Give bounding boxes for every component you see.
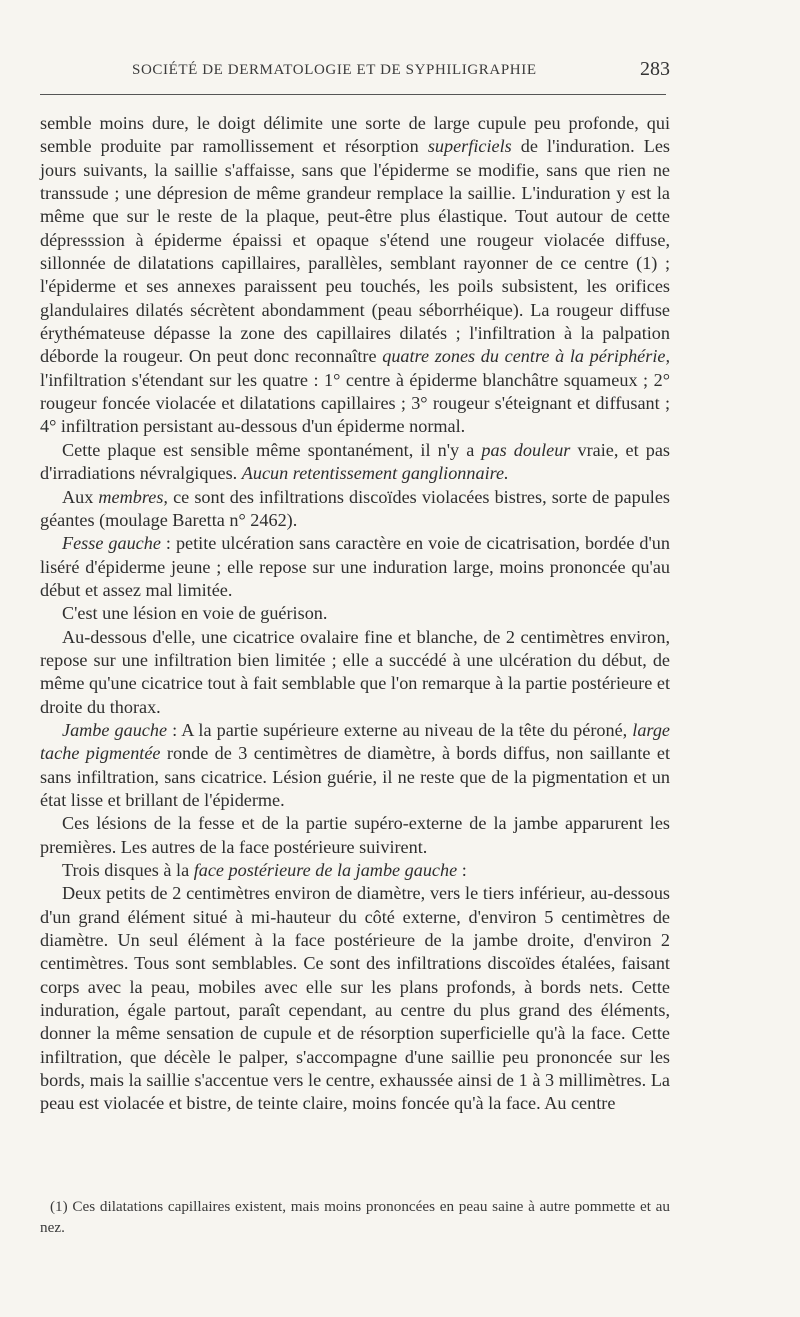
text-segment: ronde de 3 centimètres de diamètre, à bords diffus, non saillante et sans infiltration, sans cicatrice. Lésion guérie, il ne reste que de la pigmentation et un état lisse et brillant de l'épiderme.	[40, 743, 671, 810]
header-rule	[40, 94, 666, 95]
text-segment: Ces lésions de la fesse et de la partie supéro-externe de la jambe apparurent les premières. Les autres de la face postérieure suivirent.	[40, 813, 670, 857]
paragraph	[40, 859, 670, 882]
footnote	[40, 1196, 670, 1238]
text-segment: Cette plaque est sensible même spontanément, il n'y a	[62, 439, 482, 460]
italic-segment: quatre zones du centre à la périphérie,	[382, 346, 670, 367]
text-segment: C'est une lésion en voie de guérison.	[62, 603, 328, 624]
paragraph	[40, 626, 670, 719]
text-segment: Trois disques à la	[62, 860, 194, 880]
text-segment: : petite ulcération sans caractère en voie de cicatrisation, bordée d'un liséré d'épiderme jeune ; elle repose sur une induration large, moins prononcée qu'au début et assez mal limitée.	[40, 533, 670, 600]
paragraph	[40, 602, 670, 625]
text-segment: l'infiltration s'étendant sur les quatre : 1° centre à épiderme blanchâtre squameux ; 2° rougeur foncée violacée et dilatations capillaires ; 3° rougeur s'éteignant et diffusant ; 4° infiltration persistant au-dessous d'un épiderme normal.	[40, 369, 670, 437]
text-segment: Aux	[62, 486, 99, 507]
italic-segment: Aucun retentissement ganglionnaire.	[241, 463, 509, 484]
italic-segment: Fesse gauche	[62, 533, 161, 554]
paragraph	[40, 532, 670, 602]
running-head: SOCIÉTÉ DE DERMATOLOGIE ET DE SYPHILIGRAPHIE	[132, 62, 537, 78]
italic-segment: face postérieure de la jambe gauche	[193, 860, 458, 880]
text-segment: ce sont des infiltrations discoïdes violacées bistres, sorte de papules géantes (moulage Baretta n° 2462).	[40, 486, 670, 530]
italic-segment: membres,	[98, 486, 168, 507]
text-segment: semble moins dure, le doigt délimite une sorte de large cupule peu profonde, qui semble produite par ramollissement et résorption	[40, 113, 670, 157]
text-segment: Au-dessous d'elle, une cicatrice ovalaire fine et blanche, de 2 centimètres environ, repose sur une infiltration bien limitée ; elle a succédé à une ulcération du début, de même qu'une cicatrice tout à fait semblable que l'on remarque à la partie postérieure et droite du thorax.	[40, 626, 670, 717]
italic-segment: pas douleur	[481, 439, 571, 460]
page-header	[40, 58, 670, 88]
italic-segment: Jambe gauche	[62, 719, 168, 740]
paragraph	[40, 439, 670, 486]
footnote-text: (1) Ces dilatations capillaires existent, mais moins prononcées en peau saine à autre pommette et au nez.	[40, 1198, 670, 1236]
paragraph	[40, 112, 670, 439]
body-text	[40, 112, 670, 1116]
italic-segment: large tache pigmentée	[40, 719, 670, 764]
text-segment: vraie, et pas d'irradiations névralgiques.	[40, 439, 671, 484]
paragraph	[40, 882, 670, 1115]
text-segment: : A la partie supérieure externe au niveau de la tête du péroné,	[167, 719, 633, 740]
text-segment: de l'induration. Les jours suivants, la saillie s'affaisse, sans que l'épiderme se modifie, sans que rien ne transsude ; une dépresion de même grandeur remplace la saillie. L'induration y est la même que sur le reste de la plaque, peut-être plus élastique. Tout autour de cette dépresssion à épiderme épaissi et opaque s'étend une rougeur violacée diffuse, sillonnée de dilatations capillaires, parallèles, semblant rayonner de ce centre (1) ; l'épiderme et ses annexes paraissent peu touchés, les poils subsistent, les orifices glandulaires dilatés sécrètent abondamment (peau séborrhéique). La rougeur diffuse érythémateuse dépasse la zone des capillaires dilatés ; l'infiltration à la palpation déborde la rougeur. On peut donc reconnaître	[40, 136, 671, 367]
page-number: 283	[640, 58, 670, 80]
paragraph	[40, 486, 670, 533]
text-segment: Deux petits de 2 centimètres environ de diamètre, vers le tiers inférieur, au-dessous d'un grand élément situé à mi-hauteur du côté externe, d'environ 5 centimètres de diamètre. Un seul élément à la face postérieure de la jambe droite, d'environ 2 centimètres. Tous sont semblables. Ce sont des infiltrations discoïdes étalées, faisant corps avec la peau, mobiles avec elle sur les plans profonds, à bords nets. Cette induration, égale partout, paraît cependant, au centre du plus grand des éléments, donner la même sensation de cupule et de résorption superficielle qu'à la face. Cette infiltration, que décèle le palper, s'accompagne d'une saillie peu prononcée sur les bords, mais la saillie s'accentue vers le centre, exhaussée ainsi de 1 à 3 millimètres. La peau est violacée et bistre, de teinte claire, moins foncée qu'à la face. Au centre	[40, 883, 670, 1114]
paragraph	[40, 719, 670, 812]
italic-segment: superficiels	[427, 136, 512, 157]
paragraph	[40, 812, 670, 859]
text-segment: :	[457, 860, 467, 880]
